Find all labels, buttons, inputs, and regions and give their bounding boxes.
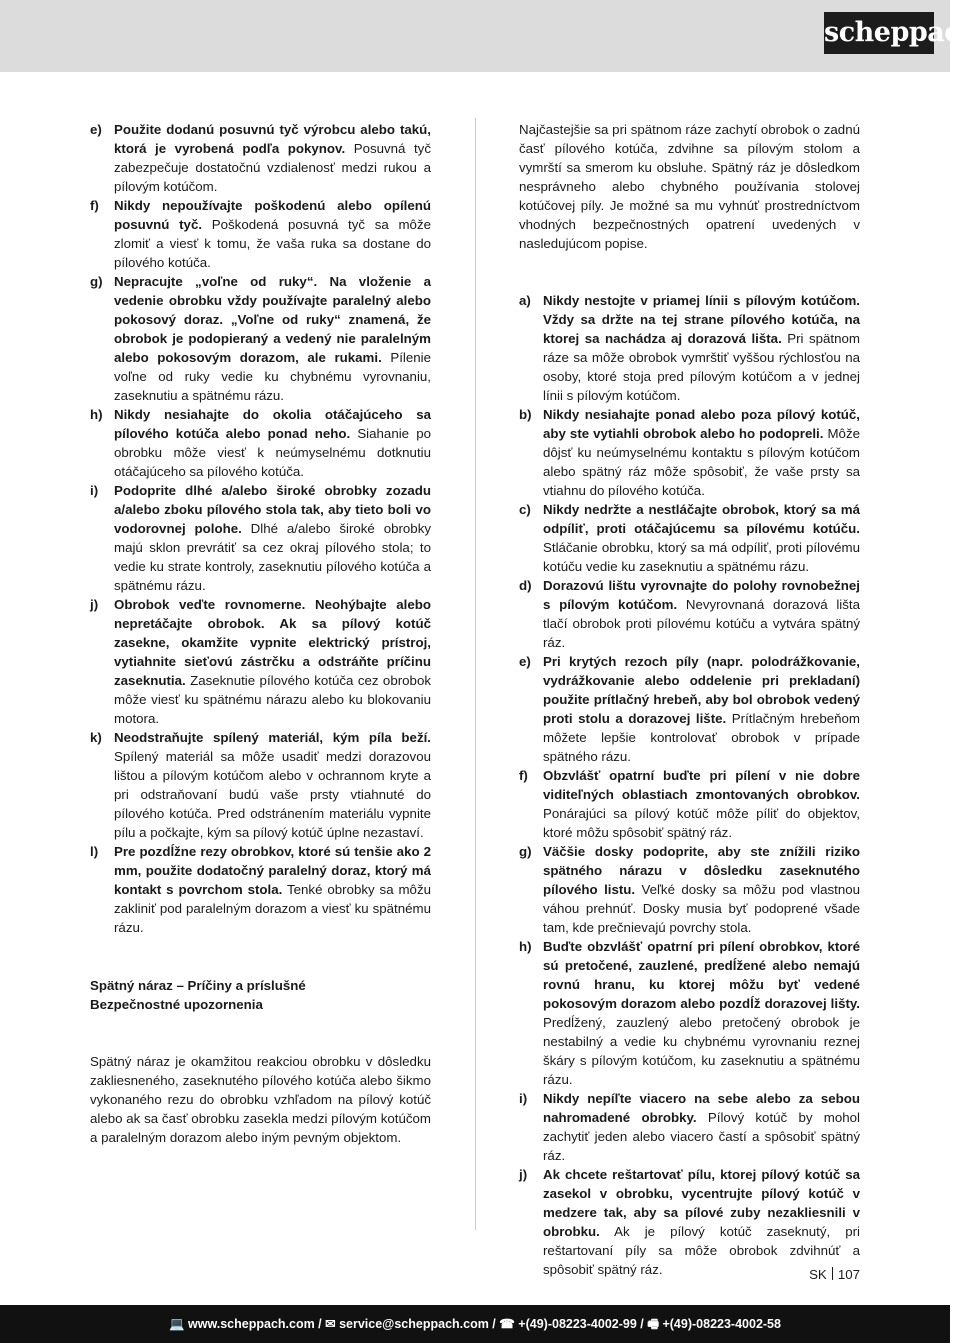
list-item-label: c) — [519, 502, 531, 517]
list-item-text: Pílový kotúč by mohol zachytiť jeden alebo viacero častí a spôsobiť spätný ráz. — [543, 1110, 861, 1163]
list-item-text: Spílený materiál sa môže usadiť medzi dorazovou lištou a pílovým kotúčom alebo v ochrannom kryte a pri odstraňovaní budú vaše prsty vtiahnuté do pílového kotúča. Pred odstránením materiálu vypnite pílu a počkajte, kým sa pílový kotúč úplne nezastaví. — [114, 749, 431, 840]
list-item-text: Veľké dosky sa môžu pod vlastnou váhou prehnúť. Dosky musia byť podoprené všade tam, kde prečnievajú povrchy stola. — [543, 882, 861, 935]
section-heading-line1: Spätný náraz – Príčiny a príslušné — [90, 978, 306, 993]
list-item-bold-text: Obrobok veďte rovnomerne. Neohýbajte alebo nepretáčajte obrobok. Ak sa pílový kotúč zasekne, okamžite vypnite elektrický prístroj, vytiahnite sieťovú zástrčku a odstráňte príčinu zaseknutia. — [114, 597, 431, 688]
list-item — [90, 120, 431, 196]
list-item-bold-text: Neodstraňujte spílený materiál, kým píla beží. — [114, 730, 431, 745]
list-item-bold-text: Nikdy nesiahajte do okolia otáčajúceho sa pílového kotúča alebo ponad neho. — [114, 407, 431, 441]
list-item — [519, 937, 860, 1089]
section-intro: Spätný náraz je okamžitou reakciou obrobku v dôsledku zakliesneného, zaseknutého pílového kotúča alebo šikmo vykonaného rezu do obrobku vzhľadom na pílový kotúč alebo ak sa časť obrobku zasekla medzi pílovým kotúčom a paralelným dorazom alebo iným pevným objektom. — [90, 1054, 431, 1145]
list-item-label: i) — [90, 483, 99, 498]
column-divider — [475, 118, 476, 1230]
page-number — [790, 1265, 860, 1285]
list-item-bold-text: Nepracujte „voľne od ruky“. Na vloženie a vedenie obrobku vždy používajte paralelný alebo pokosový doraz. „Voľne od ruky“ znamená, že obrobok je podopieraný a vedený nie paralelným alebo pokosovým dorazom, ale rukami. — [114, 274, 431, 365]
list-item-label: f) — [90, 198, 99, 213]
list-item-label: d) — [519, 578, 532, 593]
list-item-bold-text: Pri krytých rezoch píly (napr. polodrážkovanie, vydrážkovanie alebo oddelenie pri prekladaní) použite prítlačný hrebeň, aby bol obrobok vedený proti stolu a dorazovej lište. — [543, 654, 860, 726]
list-item-label: j) — [519, 1167, 528, 1182]
section-heading-line2: Bezpečnostné upozornenia — [90, 997, 263, 1012]
list-item-label: i) — [519, 1091, 528, 1106]
list-item-text: Posuvná tyč zabezpečuje dostatočnú vzdialenosť medzi rukou a pílovým kotúčom. — [114, 141, 431, 194]
list-item — [90, 595, 431, 728]
list-item-label: k) — [90, 730, 102, 745]
right-column — [519, 120, 860, 1279]
list-item-bold-text: Väčšie dosky podoprite, aby ste znížili riziko spätného nárazu v dôsledku zaseknutého pílového listu. — [543, 844, 860, 897]
list-item — [519, 576, 860, 652]
list-item — [90, 728, 431, 842]
list-item-bold-text: Nikdy nedržte a nestláčajte obrobok, ktorý sa má odpíliť, proti otáčajúcemu sa pílovému kotúču. — [543, 502, 860, 536]
list-item-label: a) — [519, 293, 531, 308]
list-item-bold-text: Dorazovú lištu vyrovnajte do polohy rovnobežnej s pílovým kotúčom. — [543, 578, 860, 612]
scheppach-logo: scheppach — [824, 12, 934, 54]
list-item-bold-text: Buďte obzvlášť opatrní pri pílení obrobkov, ktoré sú pretočené, zauzlené, predĺžené alebo nemajú rovnú hranu, ku ktorej môžu byť vedené pokosovým dorazom alebo pozdĺž dorazovej lišty. — [543, 939, 860, 1011]
list-item-label: j) — [90, 597, 99, 612]
header-band — [0, 0, 950, 72]
list-item-text: Pri spätnom ráze sa môže obrobok vymrštiť vyššou rýchlosťou na osoby, ktoré stoja pred pílovým kotúčom a v jednej línii s pílovým kotúčom. — [543, 331, 860, 403]
list-item — [519, 405, 860, 500]
list-item-bold-text: Obzvlášť opatrní buďte pri pílení v nie dobre viditeľných oblastiach zmontovaných obrobkov. — [543, 768, 860, 802]
list-item-text: Ponárajúci sa pílový kotúč môže píliť do objektov, ktoré môžu spôsobiť spätný ráz. — [543, 806, 860, 840]
list-item-text: Poškodená posuvná tyč sa môže zlomiť a viesť k tomu, že vaša ruka sa dostane do pílového kotúča. — [114, 217, 431, 270]
list-item-label: e) — [519, 654, 531, 669]
list-item-text: Predĺžený, zauzlený alebo pretočený obrobok je nestabilný a vedie ku chybnému vyrovnaniu reznej škáry s pílovým kotúčom, ku zaseknutiu a spätnému rázu. — [543, 1015, 860, 1087]
list-item-bold-text: Pre pozdĺžne rezy obrobkov, ktoré sú tenšie ako 2 mm, použite dodatočný paralelný doraz, ktorý má kontakt s povrchom stola. — [114, 844, 431, 897]
footer-contact-text: 💻 www.scheppach.com / ✉ service@scheppach.com / ☎ +(49)-08223-4002-99 / 🖷 +(49)-08223-4002-58 — [169, 1317, 781, 1331]
list-item-label: g) — [519, 844, 532, 859]
list-item-bold-text: Nikdy nesiahajte ponad alebo poza pílový kotúč, aby ste vytiahli obrobok alebo ho podopreli. — [543, 407, 860, 441]
list-item — [519, 1089, 860, 1165]
list-item-bold-text: Použite dodanú posuvnú tyč výrobcu alebo takú, ktorá je vyrobená podľa pokynov. — [114, 122, 431, 156]
right-intro: Najčastejšie sa pri spätnom ráze zachytí obrobok o zadnú časť pílového kotúča, zdvihne sa pílovým stolom a vymrští sa smerom ku obsluhe. Spätný ráz je dôsledkom nesprávneho alebo chybného používania stolovej kotúčovej píly. Je možné sa mu vyhnúť prostredníctvom vhodných bezpečnostných opatrení uvedených v nasledujúcom popise. — [519, 122, 860, 251]
list-item-text: Dlhé a/alebo široké obrobky majú sklon prevrátiť sa cez okraj pílového stola; to vedie ku strate kontroly, zaseknutiu pílového kotúča a spätnému rázu. — [114, 521, 431, 593]
list-item-text: Stláčanie obrobku, ktorý sa má odpíliť, proti pílovému kotúču vedie ku zaseknutiu a spätnému rázu. — [543, 540, 860, 574]
list-item-bold-text: Ak chcete reštartovať pílu, ktorej pílový kotúč sa zasekol v obrobku, vycentrujte pílový kotúč v medzere tak, aby sa pílové zuby nezakliesnili v obrobku. — [543, 1167, 860, 1239]
page-lang: SK — [809, 1267, 827, 1282]
list-item-text: Môže dôjsť ku neúmyselnému kontaktu s pílovým kotúčom alebo spätný ráz môže spôsobiť, že vaše prsty sa vtiahnu do pílového kotúča. — [543, 426, 860, 498]
list-item-label: l) — [90, 844, 99, 859]
right-item-list — [519, 291, 860, 1279]
list-item — [90, 196, 431, 272]
list-item — [519, 500, 860, 576]
list-item-text: Nevyrovnaná dorazová lišta tlačí obrobok proti pílovému kotúču a vytvára spätný ráz. — [543, 597, 860, 650]
list-item — [519, 291, 860, 405]
list-item-text: Prítlačným hrebeňom môžete lepšie kontrolovať obrobok v prípade spätného rázu. — [543, 711, 860, 764]
list-item — [90, 272, 431, 405]
section-heading — [90, 976, 431, 1014]
list-item-label: g) — [90, 274, 103, 289]
list-item — [90, 405, 431, 481]
list-item — [90, 481, 431, 595]
list-item — [90, 842, 431, 937]
list-item-label: h) — [519, 939, 532, 954]
list-item — [519, 766, 860, 842]
list-item-text: Pílenie voľne od ruky vedie ku chybnému vyrovnaniu, zaseknutiu a spätnému rázu. — [114, 350, 431, 403]
list-item-text: Tenké obrobky sa môžu zakliniť pod paralelným dorazom a viesť ku spätnému rázu. — [114, 882, 431, 935]
list-item-bold-text: Nikdy nepoužívajte poškodenú alebo opílenú posuvnú tyč. — [114, 198, 431, 232]
list-item — [519, 842, 860, 937]
list-item — [519, 1165, 860, 1279]
list-item-label: e) — [90, 122, 102, 137]
footer-band — [0, 1305, 950, 1343]
list-item-label: b) — [519, 407, 532, 422]
list-item — [519, 652, 860, 766]
list-item-bold-text: Podoprite dlhé a/alebo široké obrobky zozadu a/alebo zboku pílového stola tak, aby tieto boli vo vodorovnej polohe. — [114, 483, 431, 536]
list-item-bold-text: Nikdy nestojte v priamej línii s pílovým kotúčom. Vždy sa držte na tej strane pílového kotúča, na ktorej sa nachádza aj dorazová lišta. — [543, 293, 860, 346]
page-number-separator — [832, 1267, 833, 1280]
list-item-text: Zaseknutie pílového kotúča cez obrobok môže viesť ku spätnému nárazu alebo ku blokovaniu motora. — [114, 673, 431, 726]
list-item-label: f) — [519, 768, 528, 783]
list-item-text: Siahanie po obrobku môže viesť k neúmyselnému dotknutiu otáčajúceho sa pílového kotúča. — [114, 426, 431, 479]
list-item-text: Ak je pílový kotúč zaseknutý, pri reštartovaní píly sa môže obrobok zdvihnúť a spôsobiť spätný ráz. — [543, 1224, 860, 1277]
left-item-list — [90, 120, 431, 937]
page-number-value: 107 — [837, 1267, 860, 1282]
left-column — [90, 120, 431, 1147]
list-item-label: h) — [90, 407, 103, 422]
list-item-bold-text: Nikdy nepíľte viacero na sebe alebo za sebou nahromadené obrobky. — [543, 1091, 860, 1125]
